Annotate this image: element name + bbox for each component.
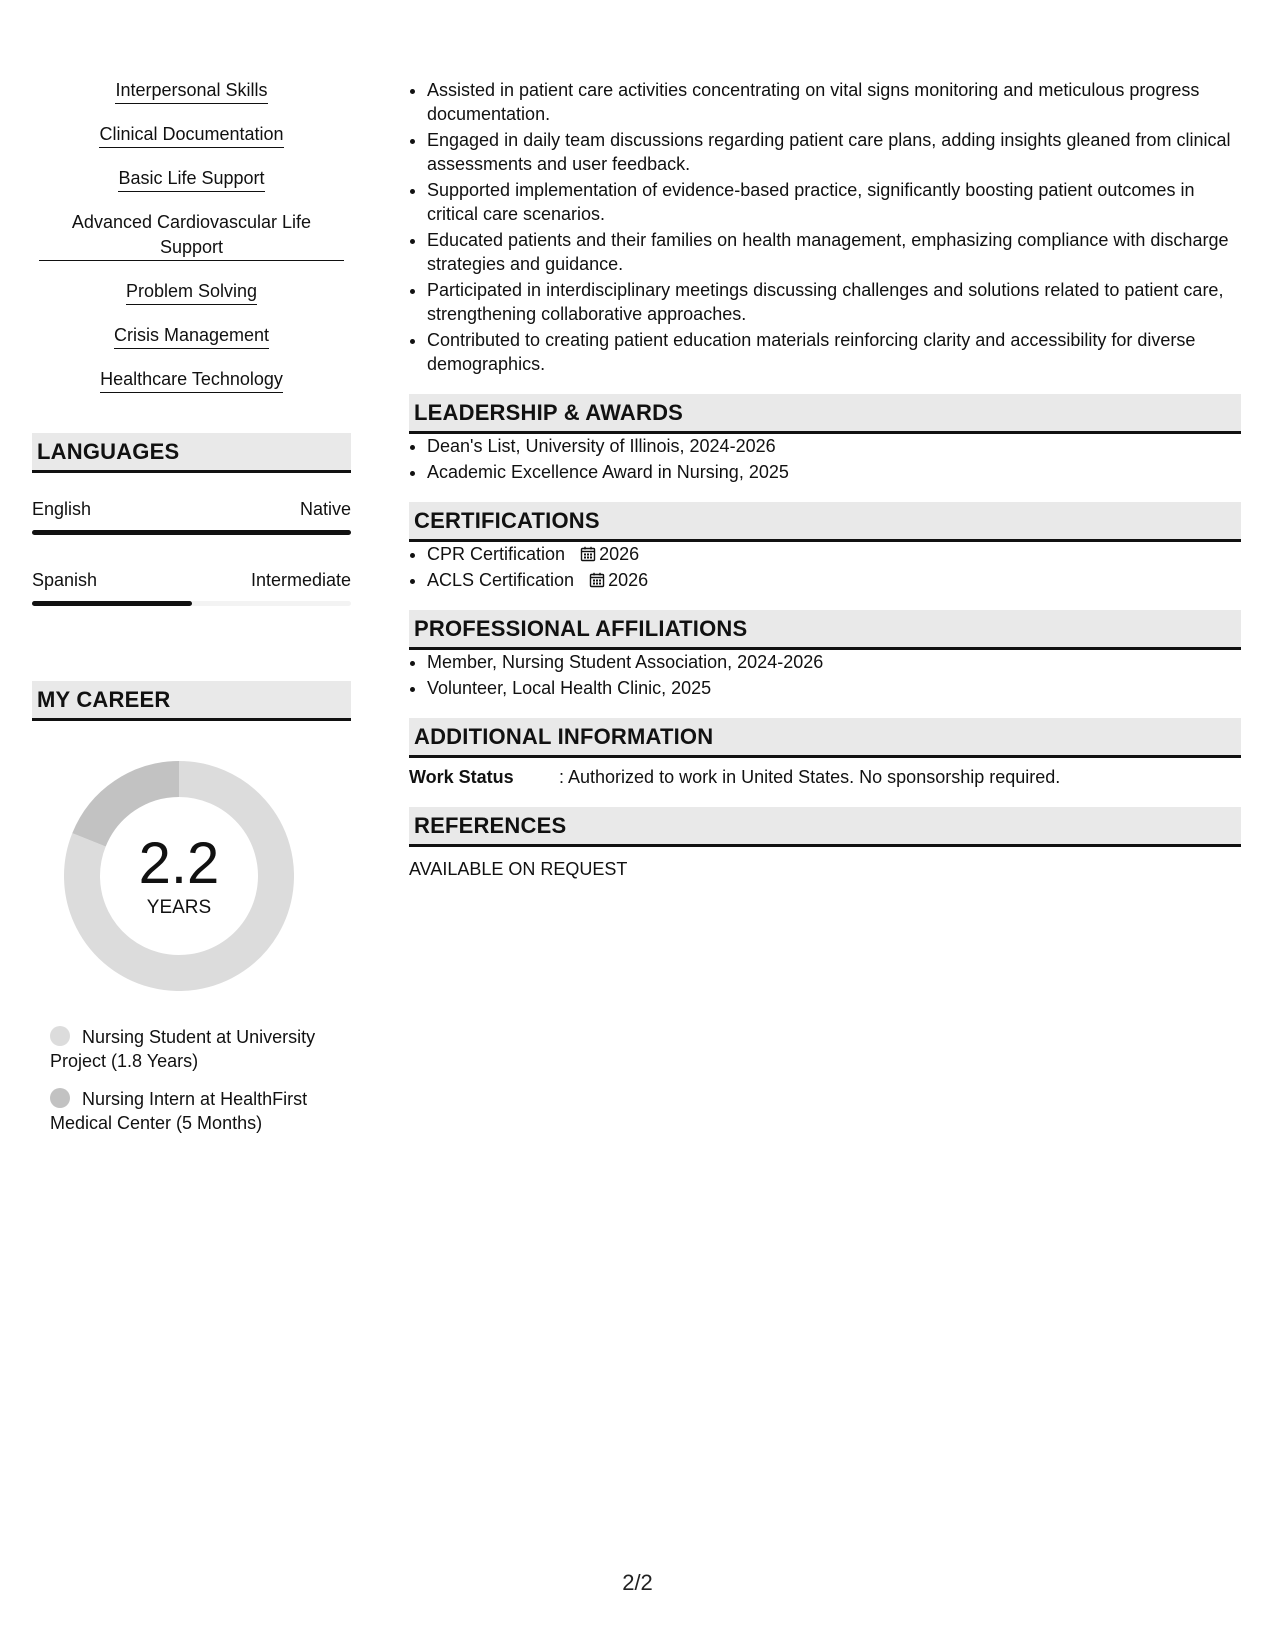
certifications-list <box>409 542 1241 592</box>
career-legend <box>50 1025 340 1135</box>
career-total-unit: YEARS <box>146 897 212 918</box>
career-donut-chart <box>64 761 294 991</box>
page-number: 2/2 <box>622 1570 653 1595</box>
career-total-years: 2.2 <box>138 831 220 896</box>
skill-item: Healthcare Technology <box>100 367 283 393</box>
experience-bullets <box>409 78 1241 376</box>
career-legend-item <box>50 1087 340 1135</box>
work-status-row <box>409 765 1241 789</box>
experience-bullet: • Participated in interdisciplinary meetings discussing challenges and solutions related to patient care, strengthening collaborative approaches. <box>427 278 1241 326</box>
affiliation-item: • Member, Nursing Student Association, 2024-2026 <box>427 650 1241 674</box>
right-column <box>409 78 1241 881</box>
legend-label: Nursing Intern at HealthFirst Medical Center (5 Months) <box>50 1089 308 1133</box>
experience-bullet: • Educated patients and their families on health management, emphasizing compliance with discharge strategies and guidance. <box>427 228 1241 276</box>
experience-bullet: • Engaged in daily team discussions regarding patient care plans, adding insights gleaned from clinical assessments and user feedback. <box>427 128 1241 176</box>
certification-item <box>427 542 1241 566</box>
skill-item: Crisis Management <box>114 323 269 349</box>
left-column <box>32 78 351 1149</box>
legend-dot <box>50 1088 70 1108</box>
skill-item: Problem Solving <box>126 279 257 305</box>
experience-bullet: • Assisted in patient care activities concentrating on vital signs monitoring and meticulous progress documentation. <box>427 78 1241 126</box>
language-level: Intermediate <box>250 570 351 590</box>
calendar-icon <box>589 572 605 588</box>
languages-heading: LANGUAGES <box>32 433 351 473</box>
affiliation-item: • Volunteer, Local Health Clinic, 2025 <box>427 676 1241 700</box>
references-text: AVAILABLE ON REQUEST <box>409 859 628 879</box>
legend-dot <box>50 1026 70 1046</box>
leadership-item: • Dean's List, University of Illinois, 2024-2026 <box>427 434 1241 458</box>
certification-item <box>427 568 1241 592</box>
work-status-label: Work Status <box>409 767 514 787</box>
affiliations-list <box>409 650 1241 700</box>
language-proficiency-fill <box>32 601 192 606</box>
leadership-list <box>409 434 1241 484</box>
skill-item: Clinical Documentation <box>99 122 283 148</box>
certification-year: 2026 <box>599 544 640 564</box>
leadership-item: • Academic Excellence Award in Nursing, 2025 <box>427 460 1241 484</box>
certification-year: 2026 <box>608 570 649 590</box>
affiliations-heading: PROFESSIONAL AFFILIATIONS <box>409 610 1241 650</box>
language-name: English <box>32 499 92 519</box>
language-proficiency-fill <box>32 530 351 535</box>
leadership-heading: LEADERSHIP & AWARDS <box>409 394 1241 434</box>
certification-name: ACLS Certification <box>427 570 575 590</box>
career-legend-item <box>50 1025 340 1073</box>
language-level: Native <box>299 499 351 519</box>
work-status-value: : Authorized to work in United States. No sponsorship required. <box>559 767 1061 787</box>
references-heading: REFERENCES <box>409 807 1241 847</box>
calendar-icon <box>580 546 596 562</box>
certifications-heading: CERTIFICATIONS <box>409 502 1241 542</box>
language-english <box>32 498 351 535</box>
experience-bullet: • Contributed to creating patient education materials reinforcing clarity and accessibility for diverse demographics. <box>427 328 1241 376</box>
experience-bullet: • Supported implementation of evidence-based practice, significantly boosting patient outcomes in critical care scenarios. <box>427 178 1241 226</box>
skill-item: Interpersonal Skills <box>115 78 267 104</box>
career-heading: MY CAREER <box>32 681 351 721</box>
additional-info-heading: ADDITIONAL INFORMATION <box>409 718 1241 758</box>
language-proficiency-bar <box>32 601 351 606</box>
skill-item: Basic Life Support <box>118 166 264 192</box>
language-proficiency-bar <box>32 530 351 535</box>
legend-label: Nursing Student at University Project (1.8 Years) <box>50 1027 316 1071</box>
skills-list <box>32 78 351 393</box>
certification-name: CPR Certification <box>427 544 566 564</box>
language-spanish <box>32 569 351 606</box>
language-name: Spanish <box>32 570 98 590</box>
skill-item: Advanced Cardiovascular Life Support <box>39 210 344 261</box>
